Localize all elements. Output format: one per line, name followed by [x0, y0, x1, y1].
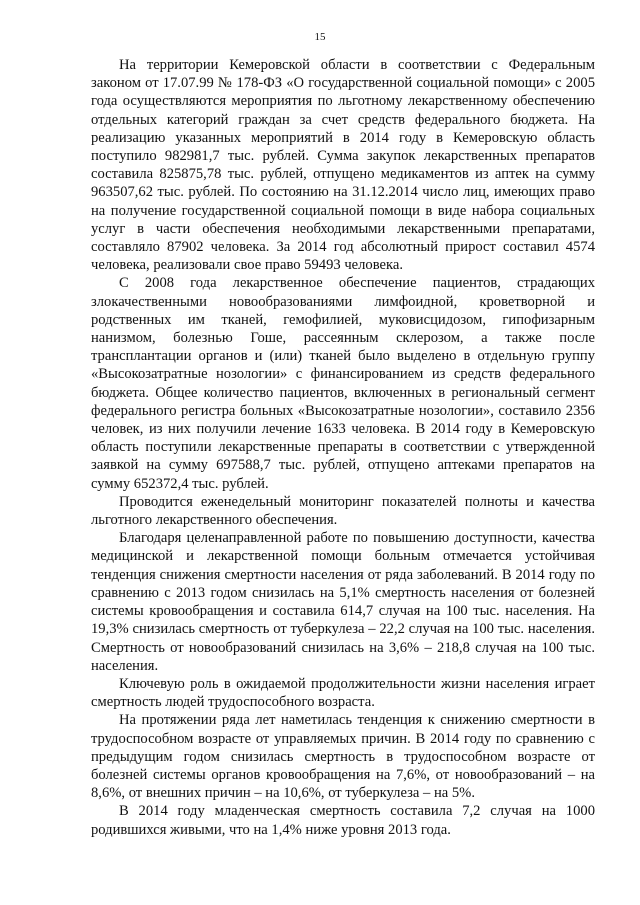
- paragraph-working-age-role: Ключевую роль в ожидаемой продолжительности жизни населения играет смертность людей трудоспособного возраста.: [91, 675, 595, 711]
- paragraph-monitoring: Проводится еженедельный мониторинг показателей полноты и качества льготного лекарственного обеспечения.: [91, 493, 595, 529]
- paragraph-working-age-trend: На протяжении ряда лет наметилась тенденция к снижению смертности в трудоспособном возрасте от управляемых причин. В 2014 году по сравнению с предыдущим годом снизилась смертность в трудоспособном возрасте от болезней системы органов кровообращения на 7,6%, от новообразований – на 8,6%, от внешних причин – на 10,6%, от туберкулеза – на 5%.: [91, 712, 595, 802]
- document-body: [91, 56, 595, 839]
- page-number: 15: [314, 31, 326, 43]
- paragraph-infant-mortality: В 2014 году младенческая смертность составила 7,2 случая на 1000 родившихся живыми, что на 1,4% ниже уровня 2013 года.: [91, 803, 595, 838]
- paragraph-drug-provision: На территории Кемеровской области в соответствии с Федеральным законом от 17.07.99 № 178-ФЗ «О государственной социальной помощи» с 2005 года осуществляются мероприятия по льготному лекарственному обеспечению отдельных категорий граждан за счет средств федерального бюджета. На реализацию указанных мероприятий в 2014 году в Кемеровскую область поступило 982981,7 тыс. рублей. Сумма закупок лекарственных препаратов составила 825875,78 тыс. рублей, отпущено медикаментов из аптек на сумму 963507,62 тыс. рублей. По состоянию на 31.12.2014 число лиц, имеющих право на получение государственной социальной помощи в виде набора социальных услуг в части обеспечения необходимыми лекарственными препаратами, составляло 87902 человека. За 2014 год абсолютный прирост составил 4574 человека, реализовали свое право 59493 человека.: [91, 57, 595, 274]
- paragraph-high-cost-nosologies: С 2008 года лекарственное обеспечение пациентов, страдающих злокачественными новообразованиями лимфоидной, кроветворной и родственных им тканей, гемофилией, муковисцидозом, гипофизарным нанизмом, болезнью Гоше, рассеянным склерозом, а также после трансплантации органов и (или) тканей было выделено в отдельную группу «Высокозатратные нозологии» с финансированием из средств федерального бюджета. Общее количество пациентов, включенных в региональный сегмент федерального регистра больных «Высокозатратные нозологии», составило 2356 человек, из них получили лечение 1633 человека. В 2014 году в Кемеровскую область поступили лекарственные препараты в соответствии с утвержденной заявкой на сумму 697588,7 тыс. рублей, отпущено аптеками препаратов на сумму 652372,4 тыс. рублей.: [91, 275, 595, 492]
- paragraph-mortality-decline: Благодаря целенаправленной работе по повышению доступности, качества медицинской и лекарственной помощи больным отмечается устойчивая тенденция снижения смертности населения от ряда заболеваний. В 2014 году по сравнению с 2013 годом снизилась на 5,1% смертность населения от болезней системы кровообращения и составила 614,7 случая на 100 тыс. населения. На 19,3% снизилась смертность от туберкулеза – 22,2 случая на 100 тыс. населения. Смертность от новообразований снизилась на 3,6% – 218,8 случая на 100 тыс. населения.: [91, 530, 595, 674]
